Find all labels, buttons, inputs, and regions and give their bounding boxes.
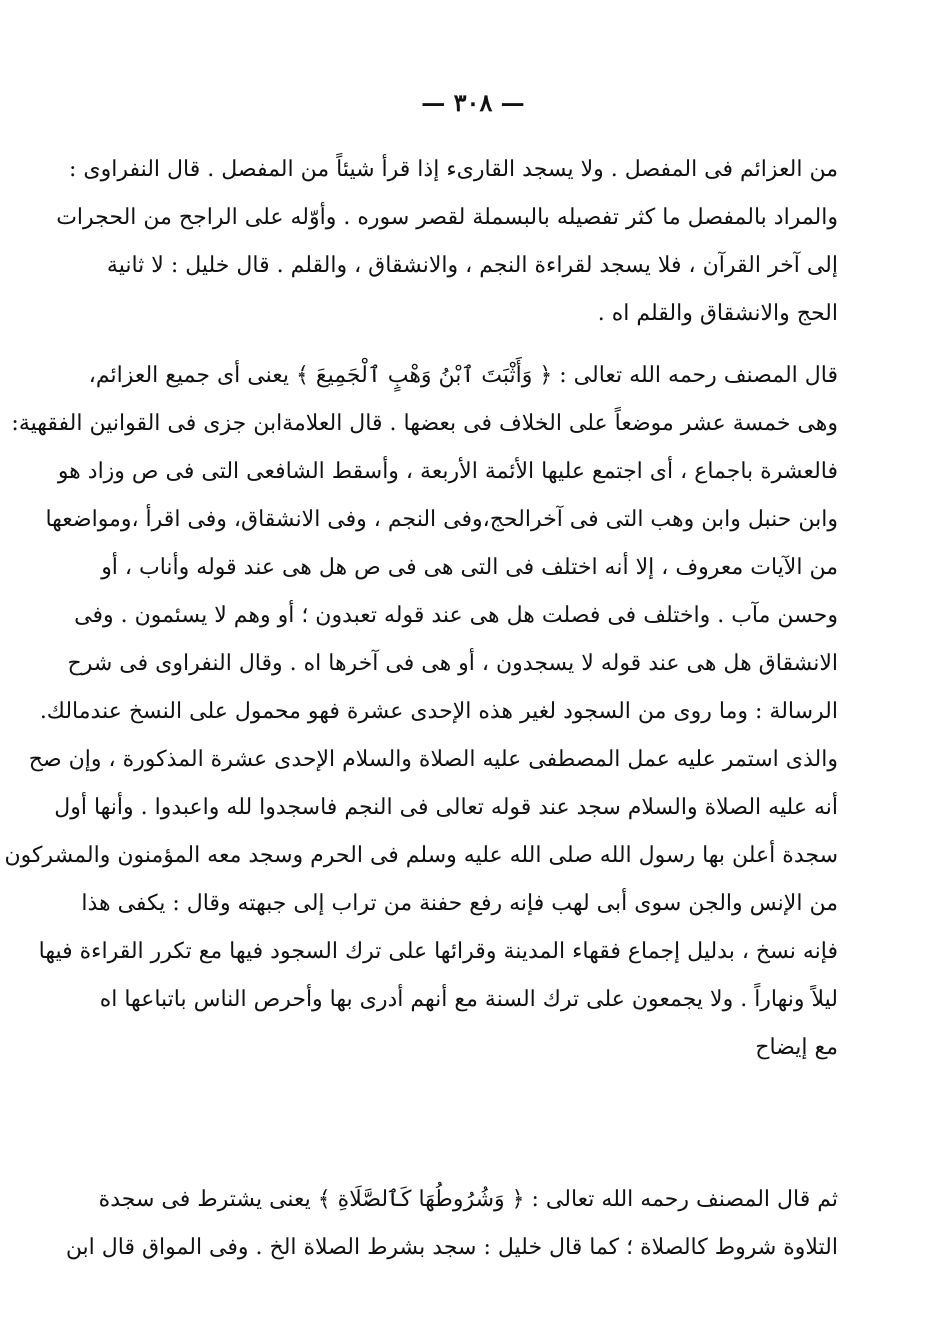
text-line: ثم قال المصنف رحمه الله تعالى : ﴿ وَشُرُوطُهَا كَٱلصَّلَاةِ ﴾ يعنى يشترط فى سجدة xyxy=(98,1187,838,1212)
page-number: — ٣٠٨ — xyxy=(421,88,525,117)
text-line: وهى خمسة عشر موضعاً على الخلاف فى بعضها . قال العلامةابن جزى فى القوانين الفقهية: xyxy=(11,411,838,436)
text-line: سجدة أعلن بها رسول الله صلى الله عليه وسلم فى الحرم وسجد معه المؤمنون والمشركون xyxy=(4,843,838,868)
text-line: مع إيضاح xyxy=(755,1035,838,1060)
text-line: من الآيات معروف ، إلا أنه اختلف فى التى هى فى ص هل هى عند قوله وأناب ، أو xyxy=(101,555,838,580)
text-line: والمراد بالمفصل ما كثر تفصيله بالبسملة لقصر سوره . وأوّله على الراجح من الحجرات xyxy=(56,205,838,230)
text-line: والذى استمر عليه عمل المصطفى عليه الصلاة والسلام الإحدى عشرة المذكورة ، وإن صح xyxy=(28,747,838,772)
text-line: من الإنس والجن سوى أبى لهب فإنه رفع حفنة من تراب إلى جبهته وقال : يكفى هذا xyxy=(81,891,838,916)
text-line: أنه عليه الصلاة والسلام سجد عند قوله تعالى فى النجم فاسجدوا لله واعبدوا . وأنها أول xyxy=(54,795,838,820)
text-line: وحسن مآب . واختلف فى فصلت هل هى عند قوله تعبدون ؛ أو وهم لا يسئمون . وفى xyxy=(74,603,838,628)
text-line: إلى آخر القرآن ، فلا يسجد لقراءة النجم ، والانشقاق ، والقلم . قال خليل : لا ثانية xyxy=(106,253,838,278)
paragraph-1 xyxy=(56,146,838,338)
text-line: الرسالة : وما روى من السجود لغير هذه الإحدى عشرة فهو محمول على النسخ عندمالك. xyxy=(39,699,838,724)
text-line: الحج والانشقاق والقلم اه . xyxy=(597,301,838,326)
text-line: ليلاً ونهاراً . ولا يجمعون على ترك السنة مع أنهم أدرى بها وأحرص الناس باتباعها اه xyxy=(99,987,838,1012)
text-line: قال المصنف رحمه الله تعالى : ﴿ وَأَثْبَتَ ٱبْنُ وَهْبٍ ٱلْجَمِيعَ ﴾ يعنى أى جميع العزائم، xyxy=(88,363,838,388)
text-line: من العزائم فى المفصل . ولا يسجد القارىء إذا قرأ شيئاً من المفصل . قال النفراوى : xyxy=(68,157,838,182)
text-line: فإنه نسخ ، بدليل إجماع فقهاء المدينة وقرائها على ترك السجود فيها مع تكرر القراءة فيها xyxy=(38,939,838,964)
text-line: وابن حنبل وابن وهب التى فى آخرالحج،وفى النجم ، وفى الانشقاق، وفى اقرأ ،ومواضعها xyxy=(45,507,838,532)
text-line: التلاوة شروط كالصلاة ؛ كما قال خليل : سجد بشرط الصلاة الخ . وفى المواق قال ابن xyxy=(65,1235,838,1260)
text-line: فالعشرة باجماع ، أى اجتمع عليها الأئمة الأربعة ، وأسقط الشافعى التى فى ص وزاد هو xyxy=(57,459,838,484)
text-line: الانشقاق هل هى عند قوله لا يسجدون ، أو هى فى آخرها اه . وقال النفراوى فى شرح xyxy=(67,651,838,676)
paragraph-2 xyxy=(4,352,838,1072)
paragraph-3 xyxy=(65,1176,838,1272)
